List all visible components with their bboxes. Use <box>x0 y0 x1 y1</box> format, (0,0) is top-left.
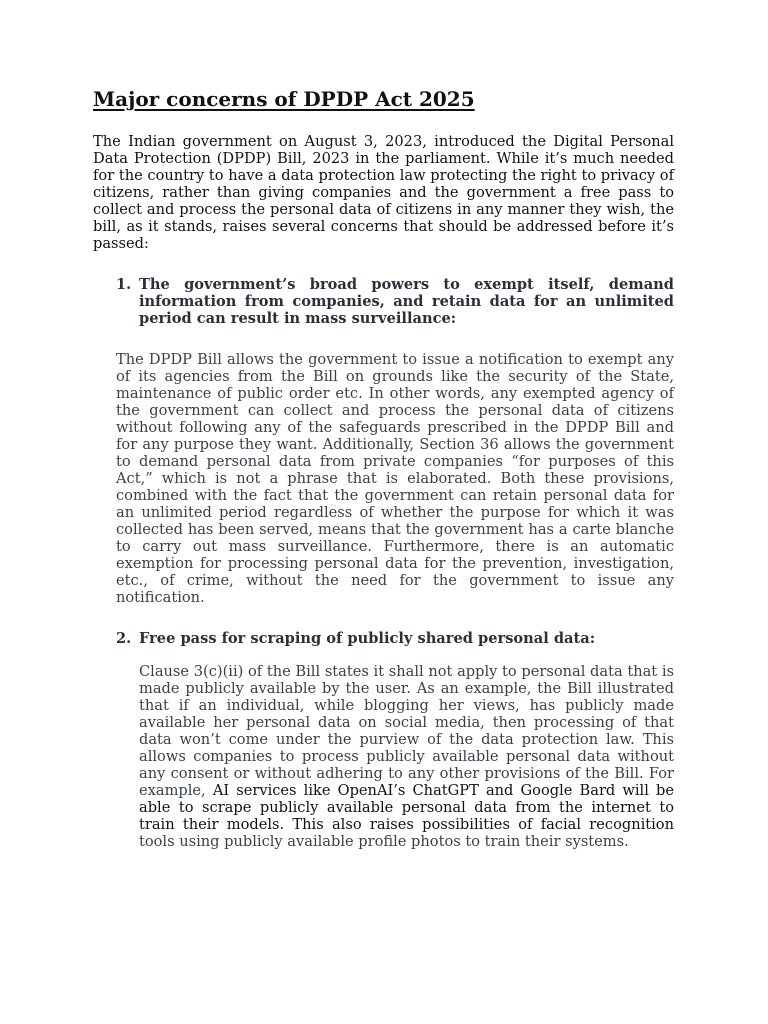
document-title: Major concerns of DPDP Act 2025 <box>93 87 475 111</box>
item-2-heading: Free pass for scraping of publicly shared personal data: <box>139 630 596 647</box>
item-2-number: 2. <box>116 630 132 647</box>
item-2-body-text-start: Clause 3(c)(ii) of the Bill states it shall not apply to personal data that is made publicly available by the user. As an example, the Bill illustrated that if an individual, while blogging her views, has publicly made available her personal data on social media, then processing of that data won’t come under the purview of the data protection law. This allows companies to process publicly available personal data without any consent or without adhering to any other provisions of the Bill. For example, <box>139 663 674 799</box>
item-2-body <box>139 663 674 850</box>
ai-services-link[interactable]: AI services like OpenAI’s ChatGPT and Google Bard will be able to scrape publicly available personal data from the internet to train their models. This also raises possibilities of facial recognition <box>139 782 674 833</box>
intro-paragraph: The Indian government on August 3, 2023, introduced the Digital Personal Data Protection (DPDP) Bill, 2023 in the parliament. While it’s much needed for the country to have a data protection law protecting the right to privacy of citizens, rather than giving companies and the government a free pass to collect and process the personal data of citizens in any manner they wish, the bill, as it stands, raises several concerns that should be addressed before it’s passed: <box>93 133 674 252</box>
item-1-number: 1. <box>116 276 132 293</box>
item-1-body: The DPDP Bill allows the government to issue a notification to exempt any of its agencies from the Bill on grounds like the security of the State, maintenance of public order etc. In other words, any exempted agency of the government can collect and process the personal data of citizens without following any of the safeguards prescribed in the DPDP Bill and for any purpose they want. Additionally, Section 36 allows the government to demand personal data from private companies “for purposes of this Act,” which is not a phrase that is elaborated. Both these provisions, combined with the fact that the government can retain personal data for an unlimited period regardless of whether the purpose for which it was collected has been served, means that the government has a carte blanche to carry out mass surveillance. Furthermore, there is an automatic exemption for processing personal data for the prevention, investigation, etc., of crime, without the need for the government to issue any notification. <box>116 351 674 606</box>
item-2-body-text-end: tools using publicly available profile photos to train their systems. <box>139 833 629 850</box>
item-1-heading: The government’s broad powers to exempt itself, demand information from companies, and retain data for an unlimited period can result in mass surveillance: <box>139 276 674 327</box>
